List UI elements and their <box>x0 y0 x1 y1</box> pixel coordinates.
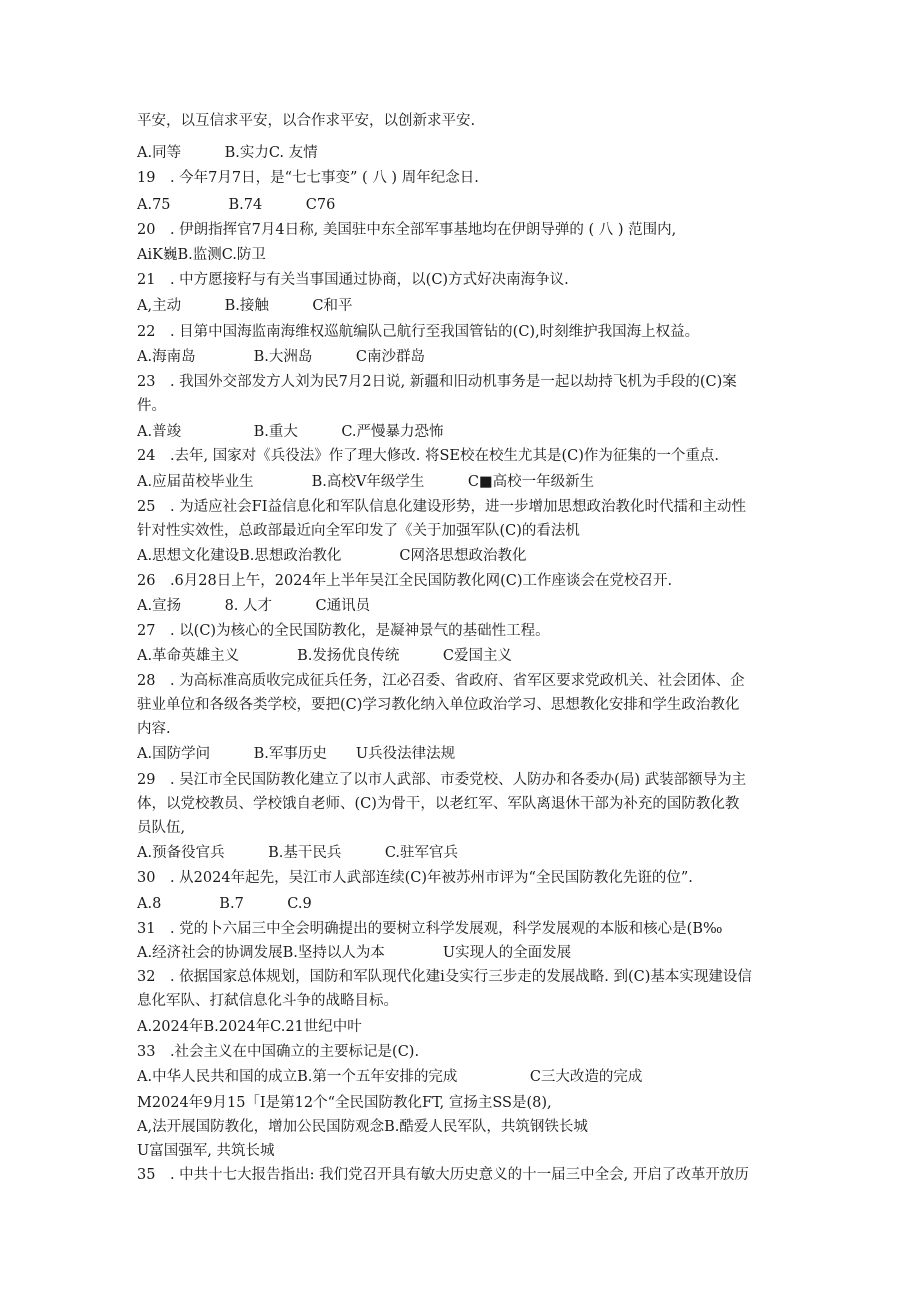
answer-options: A.应届苗校毕业生 B.高校V年级学生 C■高校一年级新生 <box>137 474 595 490</box>
question-34: M2024年9月15「I是第12个“全民国防教化FT, 宣扬主SS是(8), <box>137 1095 552 1111</box>
question-23: 23 . 我国外交部发方人刘为民7月2日说, 新疆和旧动机事务是一起以劫持飞机为手段的(C)案 <box>137 374 737 390</box>
answer-options: A.革命英雄主义 B.发扬优良传统 C爱国主义 <box>137 648 512 664</box>
question-35: 35 . 中共十七大报告指出: 我们党召开具有敏大历史意义的十一届三中全会, 开启了改革开放历 <box>137 1167 749 1183</box>
answer-options: A,法开展国防教化，增加公民国防观念B.酷爱人民军队，共筑钢铁长城 <box>137 1119 588 1135</box>
answer-options: A.普竣 B.重大 C.严慢暴力恐怖 <box>137 424 444 440</box>
answer-options: A.2024年B.2024年C.21世纪中叶 <box>137 1019 362 1035</box>
question-26: 26 .6月28日上午，2024年上半年吴江全民国防教化网(C)工作座谈会在党校召开. <box>137 573 673 589</box>
question-21: 21 . 中方愿接籽与有关当事国通过协商，以(C)方式好决南海争议. <box>137 272 569 288</box>
text-line: 驻业单位和各级各类学校，要把(C)学习教化纳入单位政治学习、思想教化安排和学生政治教化 <box>137 697 740 713</box>
question-27: 27 . 以(C)为核心的全民国防教化，是凝神景气的基础性工程。 <box>137 623 550 639</box>
text-line: 件。 <box>137 398 166 414</box>
answer-options: A.思想文化建设B.思想政治教化 C网洛思想政治教化 <box>137 548 527 564</box>
question-19: 19 . 今年7月7日，是“七七事变” ( 八 ) 周年纪念日. <box>137 170 479 186</box>
text-line: 员队伍, <box>137 820 186 836</box>
answer-options: A.8 B.7 C.9 <box>137 896 312 912</box>
answer-options: A.经济社会的协调发展B.坚持以人为本 U实现人的全面发展 <box>137 945 572 961</box>
answer-options: AiK巍B.监测C.防卫 <box>137 247 266 263</box>
question-29: 29 . 吴江市全民国防教化建立了以市人武部、市委党校、人防办和各委办(局) 武装部额导为主 <box>137 772 747 788</box>
answer-options: A.预备役官兵 B.基干民兵 C.驻军官兵 <box>137 845 459 861</box>
text-line: 平安，以互信求平安，以合作求平安，以创新求平安. <box>137 113 476 129</box>
question-30: 30 . 从2024年起先，吴江市人武部连续(C)年被苏州市评为“全民国防教化先诳的位”. <box>137 870 693 886</box>
answer-options: A,主动 B.接触 C和平 <box>137 298 353 314</box>
answer-options: A.75 B.74 C76 <box>137 197 336 213</box>
answer-options: A.中华人民共和国的成立B.第一个五年安排的完成 C三大改造的完成 <box>137 1069 643 1085</box>
question-22: 22 . 目第中国海监南海维权巡航编队己航行至我国管钻的(C),时刻维护我国海上权益。 <box>137 324 700 340</box>
question-31: 31 . 党的卜六届三中全会明确提出的要树立科学发展观，科学发展观的本版和核心是(B‰ <box>137 921 723 937</box>
answer-options: A.宣扬 8. 人才 C通讯员 <box>137 598 371 614</box>
answer-options: A.同等 B.实力C. 友情 <box>137 145 318 161</box>
question-25: 25 . 为适应社会FI益信息化和军队信息化建设形势，进一步增加思想政治教化时代擂和主动性 <box>137 499 746 515</box>
answer-options: A.国防学问 B.军事历史 U兵役法律法规 <box>137 746 456 762</box>
question-20: 20 . 伊朗指挥官7月4日称, 美国驻中东全部军事基地均在伊朗导弹的 ( 八 ) 范围内, <box>137 222 677 238</box>
question-33: 33 .社会主义在中国确立的主要标记是(C). <box>137 1044 420 1060</box>
answer-options: A.海南岛 B.大洲岛 C南沙群岛 <box>137 349 425 365</box>
question-24: 24 .去年, 国家对《兵役法》作了理大修改. 将SE校在校生尤其是(C)作为征集的一个重点. <box>137 448 720 464</box>
text-line: 息化军队、打弑信息化斗争的战略目标。 <box>137 993 398 1009</box>
answer-options: U富国强军, 共筑长城 <box>137 1143 275 1159</box>
text-line: 内容. <box>137 721 171 737</box>
text-line: 体，以党校教员、学校饿自老师、(C)为骨干，以老红军、军队离退休干部为补充的国防教化教 <box>137 796 740 812</box>
text-line: 针对性实效性，总政部最近向全军印发了《关于加强军队(C)的看法机 <box>137 523 580 539</box>
question-32: 32 . 依据国家总体规划，国防和军队现代化建i殳实行三步走的发展战略. 到(C)基本实现建设信 <box>137 969 752 985</box>
question-28: 28 . 为高标准高质收完成征兵任务，江必召委、省政府、省军区要求党政机关、社会团体、企 <box>137 673 745 689</box>
